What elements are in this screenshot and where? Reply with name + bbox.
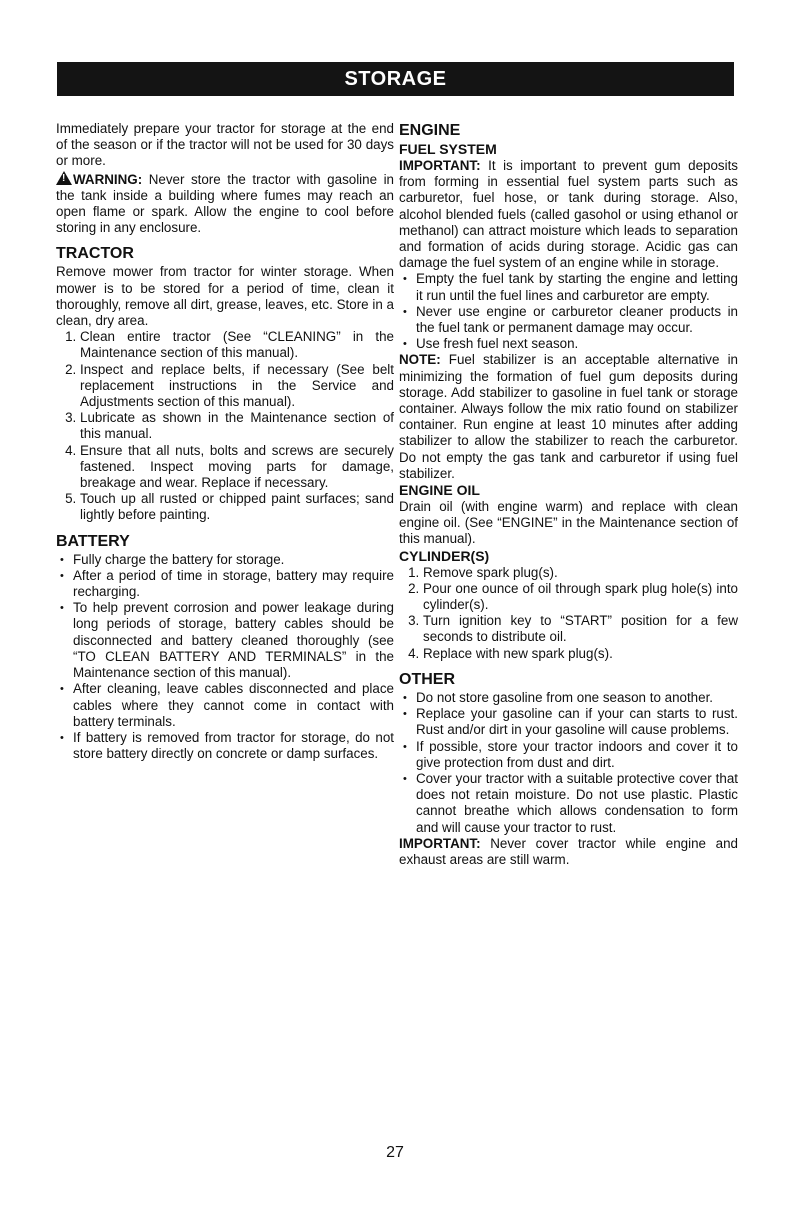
engine-oil-heading: ENGINE OIL bbox=[399, 482, 480, 499]
tractor-paragraph: Remove mower from tractor for winter storage. When mower is to be stored for a period of time, clean it thoroughly, remove all dirt, grease, leaves, etc. Store in a clean, dry area. bbox=[56, 264, 394, 329]
left-column bbox=[56, 121, 394, 762]
list-item: • Never use engine or carburetor cleaner products in the fuel tank or permanent damage may occur. bbox=[416, 304, 738, 336]
page-number: 27 bbox=[386, 1144, 404, 1161]
list-item: • If battery is removed from tractor for storage, do not store battery directly on concrete or damp surfaces. bbox=[73, 730, 394, 762]
important-text: It is important to prevent gum deposits from forming in essential fuel system parts such as carburetor, fuel hose, or tank during storage. Also, alcohol blended fuels (called gasohol or using ethanol or methanol) can attract moisture which leads to separation and formation of acids during storage. Acidic gas can damage the fuel system of an engine while in storage. bbox=[399, 158, 738, 271]
list-item: 4. Replace with new spark plug(s). bbox=[423, 646, 738, 662]
other-list bbox=[399, 690, 738, 836]
battery-heading: BATTERY bbox=[56, 532, 130, 550]
section-title: STORAGE bbox=[344, 67, 447, 90]
cylinder-steps bbox=[399, 565, 738, 662]
fuel-list bbox=[399, 271, 738, 352]
important-paragraph bbox=[399, 158, 738, 271]
note-label: NOTE: bbox=[399, 352, 441, 368]
list-item: • After cleaning, leave cables disconnected and place cables where they cannot come in contact with battery terminals. bbox=[73, 681, 394, 730]
warning-triangle-icon bbox=[56, 171, 72, 185]
important-label: IMPORTANT: bbox=[399, 158, 481, 173]
list-item: • Do not store gasoline from one season to another. bbox=[416, 690, 738, 706]
important-final-label: IMPORTANT: bbox=[399, 835, 481, 851]
engine-oil-paragraph: Drain oil (with engine warm) and replace with clean engine oil. (See “ENGINE” in the Maintenance section of this manual). bbox=[399, 499, 738, 547]
list-item: 1. Remove spark plug(s). bbox=[423, 565, 738, 581]
battery-list bbox=[56, 552, 394, 763]
important-final-paragraph bbox=[399, 836, 738, 868]
tractor-steps bbox=[56, 329, 394, 523]
note-text: Fuel stabilizer is an acceptable alternative in minimizing the formation of fuel gum deposits during storage. Add stabilizer to gasoline in fuel tank or storage container. Always follow the mix ratio found on stabilizer container. Run engine at least 10 minutes after adding stabilizer to allow the stabilizer to reach the carburetor. Do not empty the gas tank and carburetor if using fuel stabilizer. bbox=[399, 352, 738, 481]
engine-heading: ENGINE bbox=[399, 122, 461, 139]
list-item: • Empty the fuel tank by starting the engine and letting it run until the fuel lines and carburetor are empty. bbox=[416, 271, 738, 303]
cylinders-heading: CYLINDER(S) bbox=[399, 547, 490, 564]
list-item: 2. Inspect and replace belts, if necessary (See belt replacement instructions in the Service and Adjustments section of this manual). bbox=[80, 362, 394, 411]
warning-paragraph bbox=[56, 170, 394, 237]
list-item: • Cover your tractor with a suitable protective cover that does not retain moisture. Do not use plastic. Plastic cannot breathe which allows condensation to form and will cause your tractor to rust. bbox=[416, 771, 738, 836]
list-item: • After a period of time in storage, battery may require recharging. bbox=[73, 568, 394, 600]
note-paragraph bbox=[399, 352, 738, 482]
list-item: 3. Lubricate as shown in the Maintenance section of this manual. bbox=[80, 410, 394, 442]
list-item: 2. Pour one ounce of oil through spark plug hole(s) into cylinder(s). bbox=[423, 581, 738, 613]
intro-paragraph: Immediately prepare your tractor for storage at the end of the season or if the tractor will not be used for 30 days or more. bbox=[56, 121, 394, 169]
list-item: • Fully charge the battery for storage. bbox=[73, 552, 394, 568]
list-item: 1. Clean entire tractor (See “CLEANING” in the Maintenance section of this manual). bbox=[80, 329, 394, 361]
list-item: 3. Turn ignition key to “START” position for a few seconds to distribute oil. bbox=[423, 613, 738, 645]
tractor-heading: TRACTOR bbox=[56, 245, 134, 263]
section-banner bbox=[57, 62, 734, 96]
important-final-text: Never cover tractor while engine and exhaust areas are still warm. bbox=[399, 835, 738, 867]
list-item: 5. Touch up all rusted or chipped paint surfaces; sand lightly before painting. bbox=[80, 491, 394, 523]
list-item: • Replace your gasoline can if your can starts to rust. Rust and/or dirt in your gasoline will cause problems. bbox=[416, 706, 738, 738]
fuel-system-heading: FUEL SYSTEM bbox=[399, 141, 497, 157]
other-heading: OTHER bbox=[399, 670, 455, 688]
warning-text: Never store the tractor with gasoline in the tank inside a building where fumes may reach an open flame or spark. Allow the engine to cool before storing in any enclosure. bbox=[56, 171, 394, 236]
list-item: • Use fresh fuel next season. bbox=[416, 336, 738, 352]
list-item: • To help prevent corrosion and power leakage during long periods of storage, battery cables should be disconnected and battery cleaned thoroughly (see “TO CLEAN BATTERY AND TERMINALS” in the Maintenance section of this manual). bbox=[73, 600, 394, 681]
list-item: 4. Ensure that all nuts, bolts and screws are securely fastened. Inspect moving parts for damage, breakage and wear. Replace if necessary. bbox=[80, 443, 394, 492]
warning-label: WARNING: bbox=[73, 171, 143, 187]
list-item: • If possible, store your tractor indoors and cover it to give protection from dust and dirt. bbox=[416, 739, 738, 771]
right-column bbox=[399, 121, 738, 868]
